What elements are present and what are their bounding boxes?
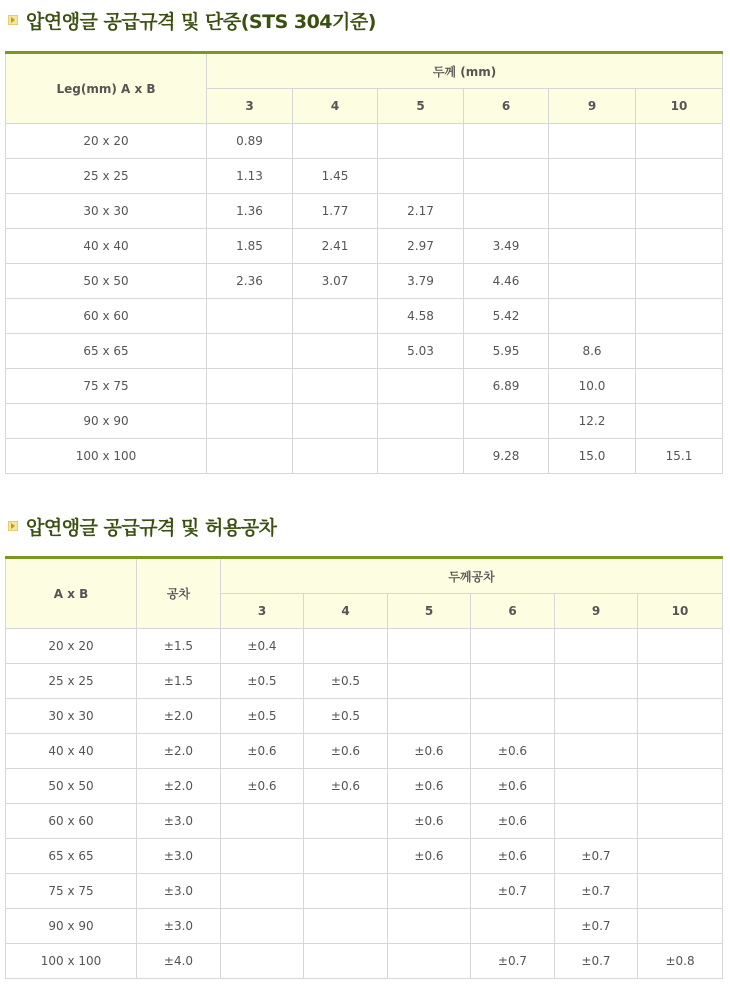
- weight-cell: 6.89: [464, 369, 549, 404]
- weight-cell: [293, 299, 378, 334]
- thickness-tolerance-cell: ±0.5: [304, 664, 388, 699]
- table-row: [6, 734, 723, 769]
- column-header: 4: [304, 594, 388, 629]
- weight-cell: 4.58: [378, 299, 464, 334]
- size-cell: 40 x 40: [6, 229, 207, 264]
- thickness-tolerance-cell: [638, 769, 723, 804]
- size-cell: 25 x 25: [6, 664, 137, 699]
- weight-cell: [636, 299, 723, 334]
- size-cell: 20 x 20: [6, 124, 207, 159]
- thickness-tolerance-cell: ±0.5: [304, 699, 388, 734]
- size-cell: 30 x 30: [6, 194, 207, 229]
- tolerance-cell: ±2.0: [137, 699, 221, 734]
- weight-cell: 9.28: [464, 439, 549, 474]
- weight-cell: [378, 369, 464, 404]
- thickness-tolerance-cell: [388, 944, 471, 979]
- thickness-tolerance-cell: [388, 629, 471, 664]
- table-row: [6, 334, 723, 369]
- weight-cell: [549, 159, 636, 194]
- thickness-tolerance-cell: ±0.5: [221, 699, 304, 734]
- weight-cell: 5.42: [464, 299, 549, 334]
- thickness-tolerance-cell: [638, 909, 723, 944]
- header-tolerance: 공차: [137, 558, 221, 629]
- tolerance-cell: ±3.0: [137, 874, 221, 909]
- weight-cell: [378, 159, 464, 194]
- column-header: 3: [221, 594, 304, 629]
- size-cell: 75 x 75: [6, 874, 137, 909]
- weight-cell: 2.17: [378, 194, 464, 229]
- weight-cell: [636, 229, 723, 264]
- thickness-tolerance-cell: ±0.6: [471, 769, 555, 804]
- size-cell: 100 x 100: [6, 944, 137, 979]
- size-cell: 25 x 25: [6, 159, 207, 194]
- header-size: A x B: [6, 558, 137, 629]
- size-cell: 60 x 60: [6, 804, 137, 839]
- thickness-tolerance-cell: ±0.7: [471, 874, 555, 909]
- table-row: [6, 299, 723, 334]
- column-header: 9: [555, 594, 638, 629]
- table-row: [6, 699, 723, 734]
- thickness-tolerance-cell: [471, 909, 555, 944]
- weight-cell: 3.49: [464, 229, 549, 264]
- size-cell: 90 x 90: [6, 404, 207, 439]
- weight-cell: 2.36: [207, 264, 293, 299]
- weight-cell: [293, 124, 378, 159]
- size-cell: 90 x 90: [6, 909, 137, 944]
- thickness-tolerance-cell: [555, 804, 638, 839]
- weight-cell: 3.79: [378, 264, 464, 299]
- tolerance-cell: ±2.0: [137, 734, 221, 769]
- size-cell: 50 x 50: [6, 769, 137, 804]
- table-row: [6, 769, 723, 804]
- table-row: [6, 124, 723, 159]
- thickness-tolerance-cell: ±0.6: [388, 734, 471, 769]
- section-title-tolerance: [8, 512, 276, 540]
- section-title-text: 압연앵글 공급규격 및 단중(STS 304기준): [26, 10, 376, 33]
- weight-cell: [378, 124, 464, 159]
- weight-cell: [636, 334, 723, 369]
- thickness-tolerance-cell: [304, 804, 388, 839]
- arrow-bullet-icon: [8, 15, 18, 25]
- thickness-tolerance-cell: [221, 804, 304, 839]
- size-cell: 50 x 50: [6, 264, 207, 299]
- tolerance-cell: ±2.0: [137, 769, 221, 804]
- tolerance-cell: ±1.5: [137, 664, 221, 699]
- thickness-tolerance-cell: [638, 874, 723, 909]
- weight-cell: 4.46: [464, 264, 549, 299]
- weight-cell: [207, 369, 293, 404]
- table-row: [6, 804, 723, 839]
- thickness-tolerance-cell: ±0.6: [388, 804, 471, 839]
- weight-cell: [207, 334, 293, 369]
- section-title-weight: [8, 6, 376, 34]
- weight-cell: [549, 299, 636, 334]
- thickness-tolerance-cell: [388, 699, 471, 734]
- thickness-tolerance-cell: ±0.5: [221, 664, 304, 699]
- weight-cell: [293, 404, 378, 439]
- weight-cell: 1.13: [207, 159, 293, 194]
- table-row: [6, 264, 723, 299]
- weight-cell: 1.36: [207, 194, 293, 229]
- tolerance-cell: ±4.0: [137, 944, 221, 979]
- thickness-tolerance-cell: [555, 699, 638, 734]
- weight-table: [5, 51, 723, 474]
- table-row: [6, 159, 723, 194]
- weight-cell: 1.85: [207, 229, 293, 264]
- thickness-tolerance-cell: [638, 734, 723, 769]
- thickness-tolerance-cell: [555, 664, 638, 699]
- table-row: [6, 404, 723, 439]
- header-thickness-tolerance: 두께공차: [221, 558, 723, 594]
- size-cell: 60 x 60: [6, 299, 207, 334]
- weight-cell: 10.0: [549, 369, 636, 404]
- thickness-tolerance-cell: ±0.7: [555, 909, 638, 944]
- weight-cell: [464, 159, 549, 194]
- thickness-tolerance-cell: ±0.6: [471, 734, 555, 769]
- column-header: 4: [293, 89, 378, 124]
- tolerance-cell: ±3.0: [137, 839, 221, 874]
- weight-cell: [378, 439, 464, 474]
- column-header: 3: [207, 89, 293, 124]
- table-row: [6, 439, 723, 474]
- tolerance-cell: ±3.0: [137, 909, 221, 944]
- weight-cell: [549, 124, 636, 159]
- tolerance-table: [5, 556, 723, 979]
- thickness-tolerance-cell: [638, 629, 723, 664]
- thickness-tolerance-cell: [388, 909, 471, 944]
- thickness-tolerance-cell: [555, 769, 638, 804]
- thickness-tolerance-cell: [304, 944, 388, 979]
- column-header: 5: [388, 594, 471, 629]
- weight-cell: [636, 264, 723, 299]
- thickness-tolerance-cell: [555, 629, 638, 664]
- thickness-tolerance-cell: ±0.8: [638, 944, 723, 979]
- weight-cell: 1.45: [293, 159, 378, 194]
- thickness-tolerance-cell: ±0.7: [555, 944, 638, 979]
- tolerance-cell: ±1.5: [137, 629, 221, 664]
- column-header: 5: [378, 89, 464, 124]
- weight-cell: 15.0: [549, 439, 636, 474]
- thickness-tolerance-cell: [638, 699, 723, 734]
- thickness-tolerance-cell: ±0.6: [304, 769, 388, 804]
- thickness-tolerance-cell: [221, 839, 304, 874]
- weight-cell: 5.95: [464, 334, 549, 369]
- thickness-tolerance-cell: [304, 629, 388, 664]
- thickness-tolerance-cell: [638, 839, 723, 874]
- thickness-tolerance-cell: [221, 874, 304, 909]
- weight-cell: 15.1: [636, 439, 723, 474]
- thickness-tolerance-cell: ±0.7: [555, 839, 638, 874]
- thickness-tolerance-cell: ±0.6: [221, 769, 304, 804]
- table-row: [6, 664, 723, 699]
- weight-cell: [207, 404, 293, 439]
- thickness-tolerance-cell: [388, 874, 471, 909]
- weight-cell: [293, 334, 378, 369]
- table-row: [6, 369, 723, 404]
- weight-cell: [636, 159, 723, 194]
- thickness-tolerance-cell: [304, 909, 388, 944]
- size-cell: 100 x 100: [6, 439, 207, 474]
- thickness-tolerance-cell: [388, 664, 471, 699]
- header-leg: Leg(mm) A x B: [6, 53, 207, 124]
- thickness-tolerance-cell: ±0.4: [221, 629, 304, 664]
- thickness-tolerance-cell: ±0.6: [471, 839, 555, 874]
- weight-cell: 2.41: [293, 229, 378, 264]
- weight-cell: [636, 369, 723, 404]
- column-header: 9: [549, 89, 636, 124]
- thickness-tolerance-cell: [221, 909, 304, 944]
- weight-cell: 8.6: [549, 334, 636, 369]
- thickness-tolerance-cell: ±0.6: [388, 769, 471, 804]
- weight-cell: [207, 299, 293, 334]
- table-row: [6, 944, 723, 979]
- table-row: [6, 839, 723, 874]
- table-row: [6, 194, 723, 229]
- weight-cell: [378, 404, 464, 439]
- column-header: 10: [638, 594, 723, 629]
- thickness-tolerance-cell: ±0.6: [471, 804, 555, 839]
- table-row: [6, 874, 723, 909]
- weight-cell: [207, 439, 293, 474]
- thickness-tolerance-cell: [638, 804, 723, 839]
- weight-cell: 12.2: [549, 404, 636, 439]
- table-row: [6, 629, 723, 664]
- thickness-tolerance-cell: [471, 699, 555, 734]
- size-cell: 65 x 65: [6, 334, 207, 369]
- column-header: 6: [464, 89, 549, 124]
- weight-cell: 1.77: [293, 194, 378, 229]
- column-header: 6: [471, 594, 555, 629]
- thickness-tolerance-cell: [555, 734, 638, 769]
- weight-cell: [293, 369, 378, 404]
- weight-cell: [464, 194, 549, 229]
- section-title-text: 압연앵글 공급규격 및 허용공차: [26, 516, 277, 539]
- arrow-bullet-icon: [8, 521, 18, 531]
- weight-cell: 5.03: [378, 334, 464, 369]
- tolerance-cell: ±3.0: [137, 804, 221, 839]
- weight-cell: 3.07: [293, 264, 378, 299]
- thickness-tolerance-cell: ±0.7: [555, 874, 638, 909]
- thickness-tolerance-cell: ±0.6: [221, 734, 304, 769]
- weight-cell: [549, 264, 636, 299]
- size-cell: 40 x 40: [6, 734, 137, 769]
- table-row: [6, 229, 723, 264]
- size-cell: 75 x 75: [6, 369, 207, 404]
- thickness-tolerance-cell: [638, 664, 723, 699]
- thickness-tolerance-cell: ±0.7: [471, 944, 555, 979]
- thickness-tolerance-cell: [304, 874, 388, 909]
- thickness-tolerance-cell: [471, 629, 555, 664]
- thickness-tolerance-cell: ±0.6: [388, 839, 471, 874]
- weight-cell: 0.89: [207, 124, 293, 159]
- weight-cell: [549, 229, 636, 264]
- weight-cell: [636, 194, 723, 229]
- weight-cell: [464, 124, 549, 159]
- thickness-tolerance-cell: [471, 664, 555, 699]
- thickness-tolerance-cell: ±0.6: [304, 734, 388, 769]
- weight-cell: [293, 439, 378, 474]
- table-row: [6, 909, 723, 944]
- weight-cell: [636, 124, 723, 159]
- weight-cell: [636, 404, 723, 439]
- thickness-tolerance-cell: [221, 944, 304, 979]
- size-cell: 65 x 65: [6, 839, 137, 874]
- size-cell: 30 x 30: [6, 699, 137, 734]
- weight-cell: [549, 194, 636, 229]
- column-header: 10: [636, 89, 723, 124]
- thickness-tolerance-cell: [304, 839, 388, 874]
- weight-cell: 2.97: [378, 229, 464, 264]
- size-cell: 20 x 20: [6, 629, 137, 664]
- header-thickness: 두께 (mm): [207, 53, 723, 89]
- weight-cell: [464, 404, 549, 439]
